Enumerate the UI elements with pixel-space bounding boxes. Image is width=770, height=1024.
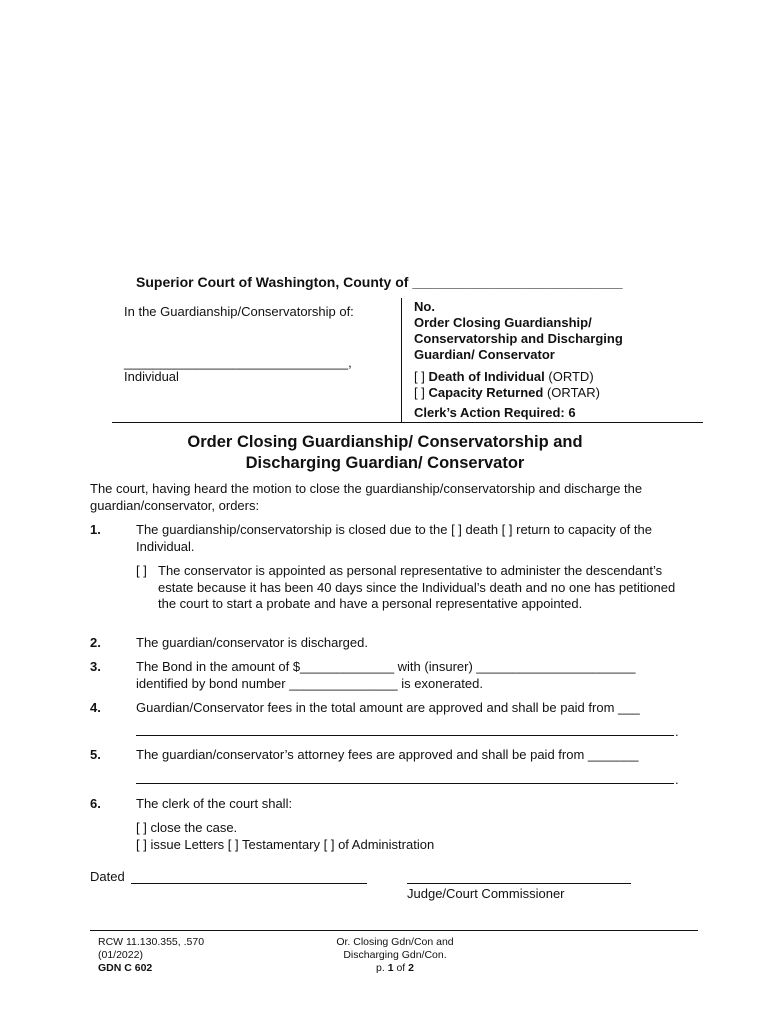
item-6-number: 6. (90, 796, 101, 811)
footer-center (300, 936, 490, 975)
intro-paragraph: The court, having heard the motion to close the guardianship/conservatorship and discharge the guardian/conservator, orders: (90, 481, 643, 513)
option-death-code: (ORTD) (548, 369, 594, 384)
option-death-of-individual (414, 369, 704, 385)
item-2-text: The guardian/conservator is discharged. (136, 635, 368, 650)
caption-case-block (414, 299, 704, 421)
judge-label: Judge/Court Commissioner (407, 886, 565, 901)
dated-line[interactable] (131, 869, 367, 884)
doc-title-line-1: Order Closing Guardianship/ (414, 315, 592, 330)
dated-label: Dated (90, 869, 125, 884)
doc-title-line-3: Guardian/ Conservator (414, 347, 555, 362)
item-4-number: 4. (90, 700, 101, 715)
option-capacity-code: (ORTAR) (546, 385, 600, 400)
option-capacity-checkbox[interactable]: [ ] (414, 385, 425, 400)
item-6-issue-letters[interactable]: [ ] issue Letters [ ] Testamentary [ ] of Administration (136, 837, 435, 852)
item-3-number: 3. (90, 659, 101, 674)
document-title-line-2: Discharging Guardian/ Conservator (245, 454, 525, 472)
footer-rule (90, 930, 698, 931)
option-death-checkbox[interactable]: [ ] (414, 369, 425, 384)
option-capacity-returned (414, 385, 704, 401)
caption-party-block (124, 304, 394, 384)
item-1-sub-text: The conservator is appointed as personal representative to administer the descendant’s estate because it has been 40 days since the Individual’s death and no one has petitioned the court to start a probate and have a personal representative appointed. (158, 563, 676, 611)
footer-short-title-2: Discharging Gdn/Con. (343, 949, 447, 961)
in-the-matter-label: In the Guardianship/Conservatorship of: (124, 304, 354, 319)
item-4-fill-line (136, 722, 674, 736)
individual-label: Individual (124, 369, 179, 384)
footer-rev-date: (01/2022) (98, 949, 143, 961)
item-3-text (136, 659, 680, 692)
item-6-close-case[interactable]: [ ] close the case. (136, 820, 238, 835)
doc-title-line-2: Conservatorship and Discharging (414, 331, 623, 346)
item-5-fill-line (136, 770, 674, 784)
footer-rcw: RCW 11.130.355, .570 (98, 936, 205, 948)
footer-page-total: 2 (408, 962, 414, 974)
item-1-number: 1. (90, 522, 101, 537)
footer-form-number: GDN C 602 (98, 962, 153, 974)
item-1-text: The guardianship/conservatorship is closed due to the [ ] death [ ] return to capacity of the Individual. (136, 522, 652, 554)
individual-name-line: _______________________________, (124, 355, 352, 370)
document-title (90, 432, 680, 474)
item-5-period: . (675, 772, 679, 787)
court-header: Superior Court of Washington, County of ___________________________ (136, 274, 623, 290)
item-5-text: The guardian/conservator’s attorney fees are approved and shall be paid from _______ (136, 747, 639, 762)
footer-short-title-1: Or. Closing Gdn/Con and (336, 936, 454, 948)
item-4-text: Guardian/Conservator fees in the total amount are approved and shall be paid from ___ (136, 700, 640, 715)
item-3-line-1: The Bond in the amount of $_____________ with (insurer) ______________________ (136, 659, 636, 674)
footer-page-current: 1 (387, 962, 394, 974)
document-title-line-1: Order Closing Guardianship/ Conservatorship and (187, 433, 583, 451)
item-6-text: The clerk of the court shall: (136, 796, 293, 811)
item-4-period: . (675, 724, 679, 739)
footer-left (98, 936, 204, 975)
caption-divider-horizontal (112, 422, 703, 423)
footer-page-of: of (396, 962, 406, 974)
caption-divider-vertical (401, 298, 402, 422)
item-3-line-2: identified by bond number _______________ is exonerated. (136, 675, 483, 691)
item-1-sub-checkbox[interactable]: [ ] (136, 563, 147, 578)
item-2-number: 2. (90, 635, 101, 650)
option-death-label: Death of Individual (428, 369, 545, 384)
footer-page-number (300, 962, 490, 975)
footer-page-prefix: p. (376, 962, 385, 974)
case-number-label: No. (414, 299, 435, 314)
judge-signature-line[interactable] (407, 869, 631, 884)
item-5-number: 5. (90, 747, 101, 762)
option-capacity-label: Capacity Returned (428, 385, 544, 400)
clerk-action-required: Clerk’s Action Required: 6 (414, 405, 576, 420)
